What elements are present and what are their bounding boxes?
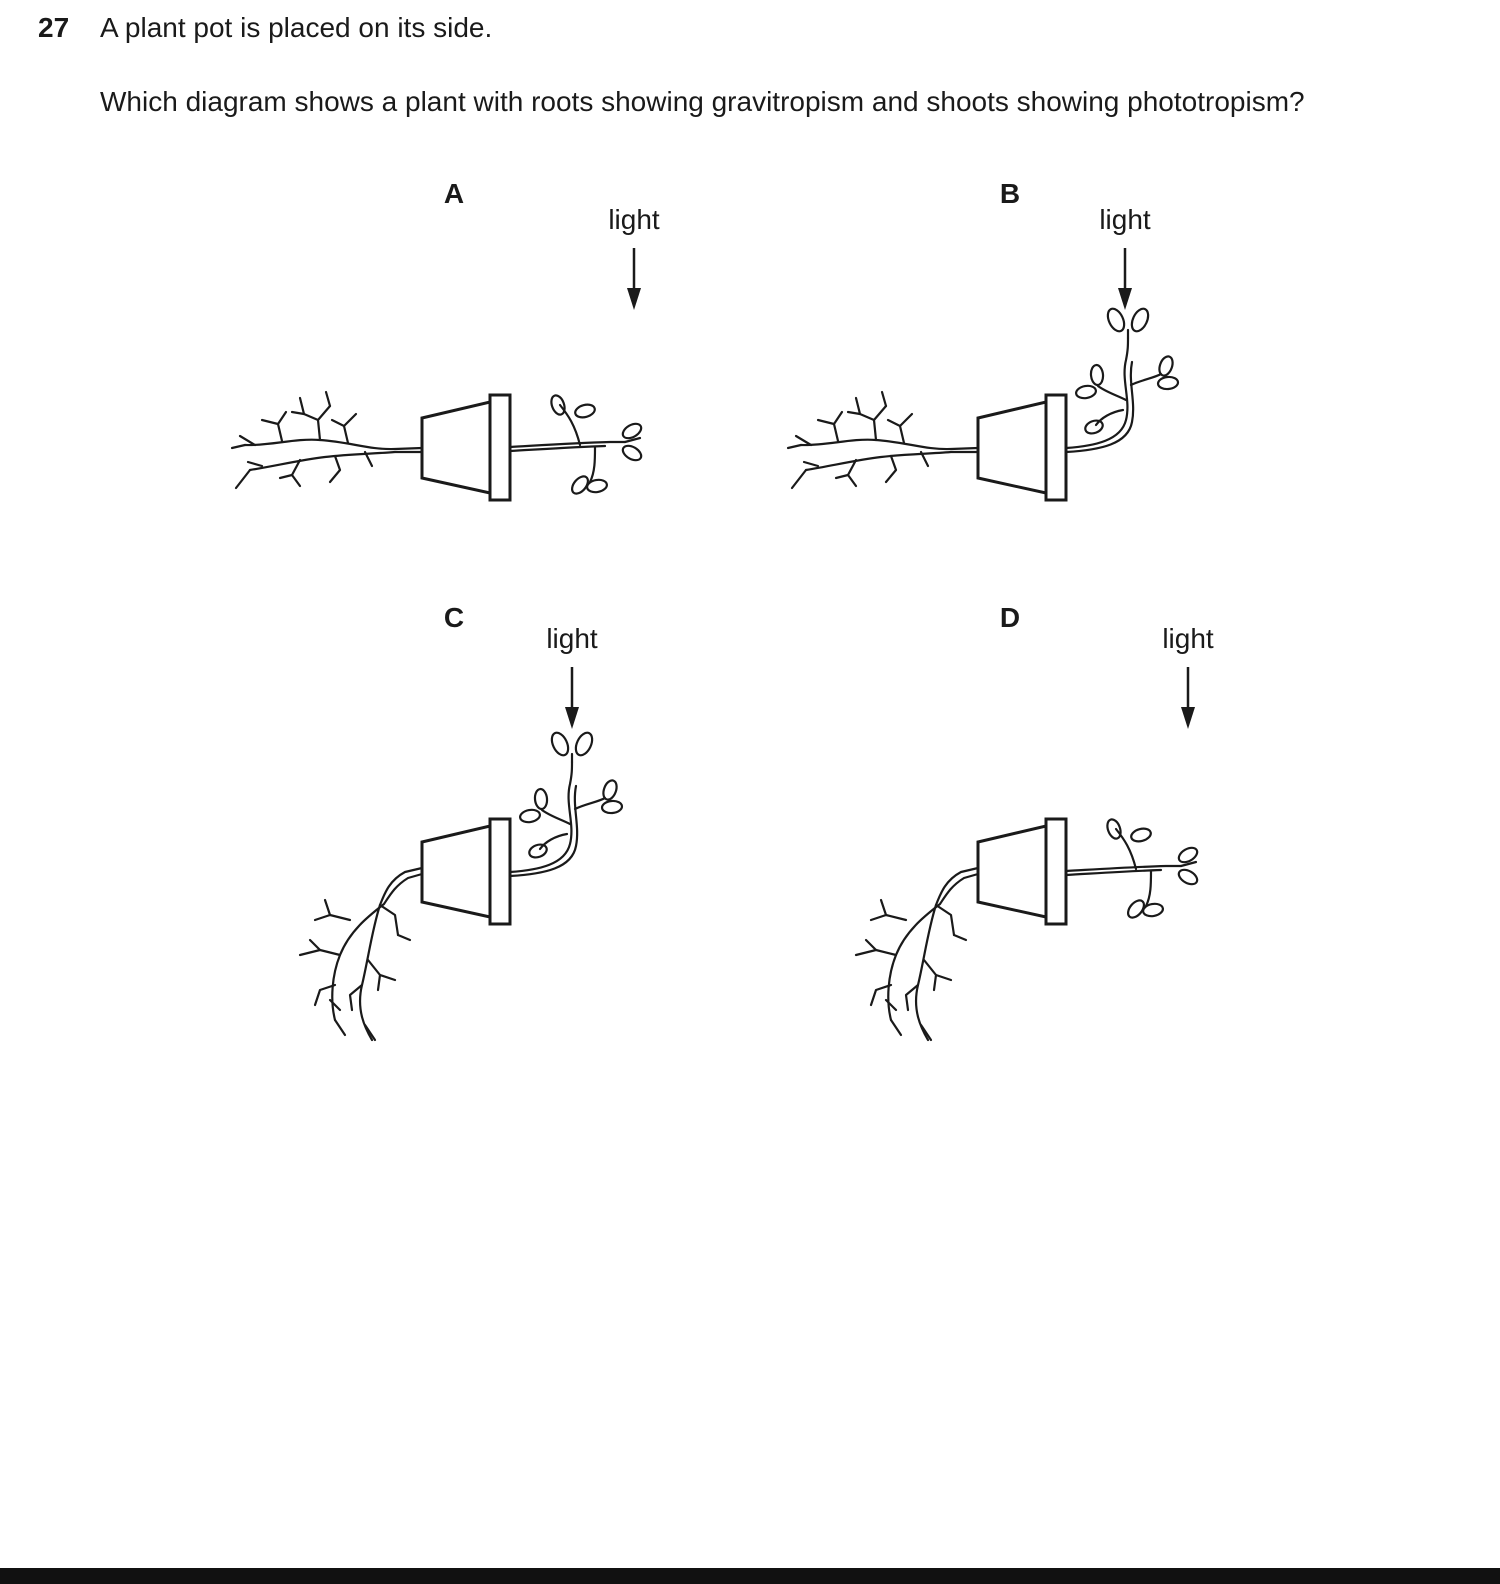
- option-c-light-label: light: [546, 623, 598, 654]
- page-footer-bar: [0, 1568, 1500, 1584]
- option-c-pot: [422, 819, 510, 924]
- option-d-light-arrow-icon: [1181, 667, 1195, 729]
- option-b-pot: [978, 395, 1066, 500]
- option-c-letter: C: [443, 602, 465, 633]
- option-a-light-arrow-icon: [627, 248, 641, 310]
- question-number: 27: [38, 12, 70, 43]
- option-a-letter: A: [443, 178, 465, 209]
- option-c-shoot: [510, 730, 622, 876]
- option-b-shoot: [1066, 306, 1178, 452]
- option-d-diagram[interactable]: [856, 602, 1214, 1040]
- option-a-diagram[interactable]: [232, 178, 660, 500]
- option-a-light-label: light: [608, 204, 660, 235]
- option-d-shoot: [1066, 818, 1200, 921]
- option-b-light-label: light: [1099, 204, 1151, 235]
- option-a-pot: [422, 395, 510, 500]
- option-d-roots: [856, 868, 978, 1040]
- option-a-roots: [232, 392, 422, 488]
- option-c-roots: [300, 868, 422, 1040]
- option-b-light-arrow-icon: [1118, 248, 1132, 310]
- option-b-diagram[interactable]: [788, 178, 1178, 500]
- question-prompt: Which diagram shows a plant with roots showing gravitropism and shoots showing phototropism?: [100, 86, 1305, 117]
- question-stem: A plant pot is placed on its side.: [100, 12, 493, 43]
- option-a-shoot: [510, 394, 644, 497]
- option-b-letter: B: [999, 178, 1021, 209]
- option-c-diagram[interactable]: [300, 602, 622, 1040]
- option-b-roots: [788, 392, 978, 488]
- option-c-light-arrow-icon: [565, 667, 579, 729]
- option-d-pot: [978, 819, 1066, 924]
- option-d-letter: D: [999, 602, 1021, 633]
- option-d-light-label: light: [1162, 623, 1214, 654]
